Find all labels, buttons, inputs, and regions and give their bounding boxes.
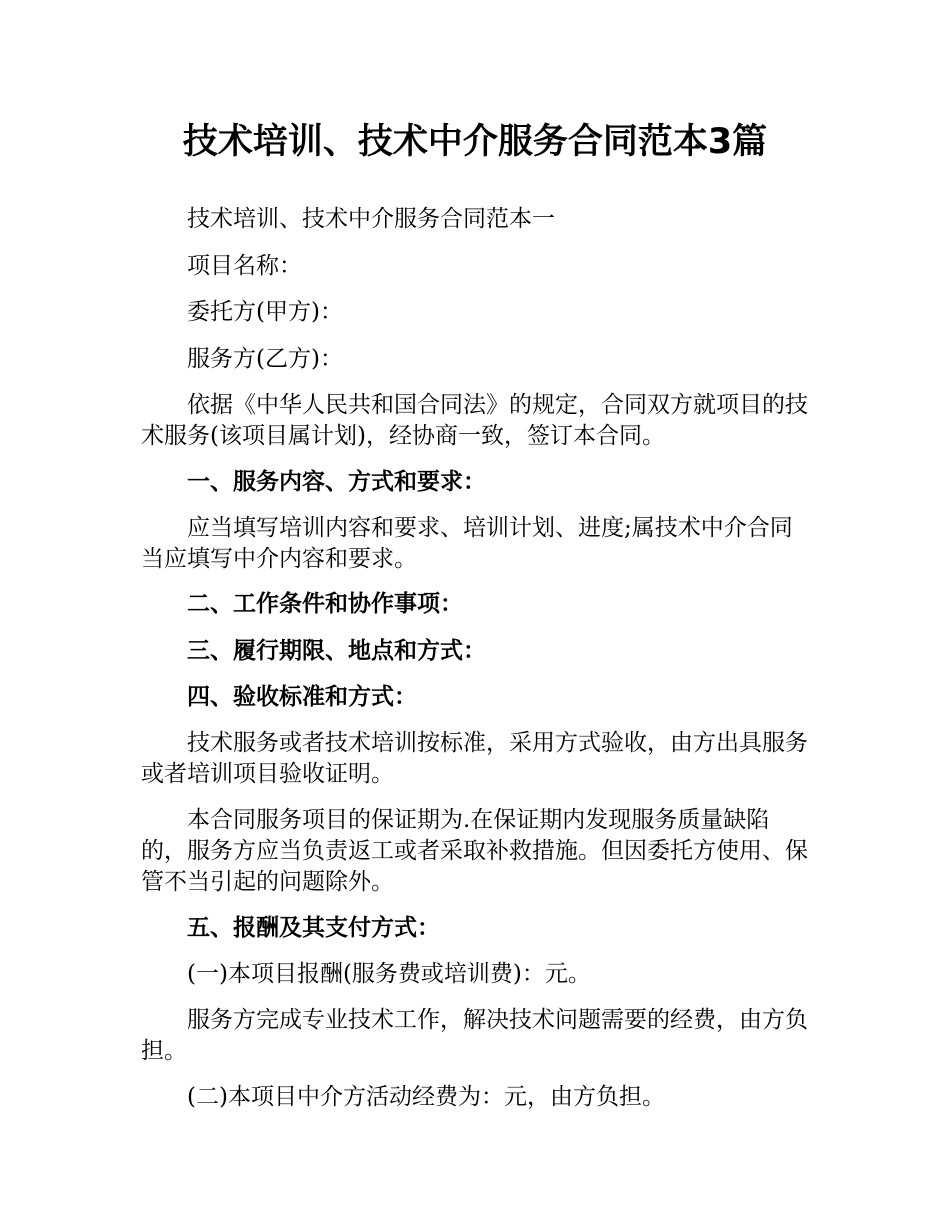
paragraph-client: 委托方(甲方)： [187,299,343,325]
section-heading-3: 三、履行期限、地点和方式： [187,638,486,664]
paragraph-acceptance: 技术服务或者技术培训按标准，采用方式验收，由方出具服务或者培训项目验收证明。 [141,730,808,787]
paragraph-subtitle: 技术培训、技术中介服务合同范本一 [187,206,555,232]
document-title: 技术培训、技术中介服务合同范本3篇 [182,122,768,162]
paragraph-warranty: 本合同服务项目的保证期为.在保证期内发现服务质量缺陷的，服务方应当负责返工或者采取补救措施。但因委托方使用、保管不当引起的问题除外。 [141,807,808,895]
paragraph-fee: (一)本项目报酬(服务费或培训费)：元。 [187,961,591,987]
paragraph-expenses: 服务方完成专业技术工作，解决技术问题需要的经费，由方负担。 [141,1007,808,1064]
section-heading-4: 四、验收标准和方式： [187,684,417,710]
section-heading-5: 五、报酬及其支付方式： [187,915,440,941]
paragraph-intermediary-fee: (二)本项目中介方活动经费为：元，由方负担。 [187,1084,665,1110]
paragraph-preamble: 依据《中华人民共和国合同法》的规定，合同双方就项目的技术服务(该项目属计划)，经协商一致，签订本合同。 [141,392,808,449]
paragraph-service-content: 应当填写培训内容和要求、培训计划、进度;属技术中介合同当应填写中介内容和要求。 [141,515,793,572]
section-heading-1: 一、服务内容、方式和要求： [187,469,486,495]
paragraph-provider: 服务方(乙方)： [187,346,343,372]
paragraph-project-name: 项目名称： [187,253,302,279]
section-heading-2: 二、工作条件和协作事项： [187,591,463,617]
